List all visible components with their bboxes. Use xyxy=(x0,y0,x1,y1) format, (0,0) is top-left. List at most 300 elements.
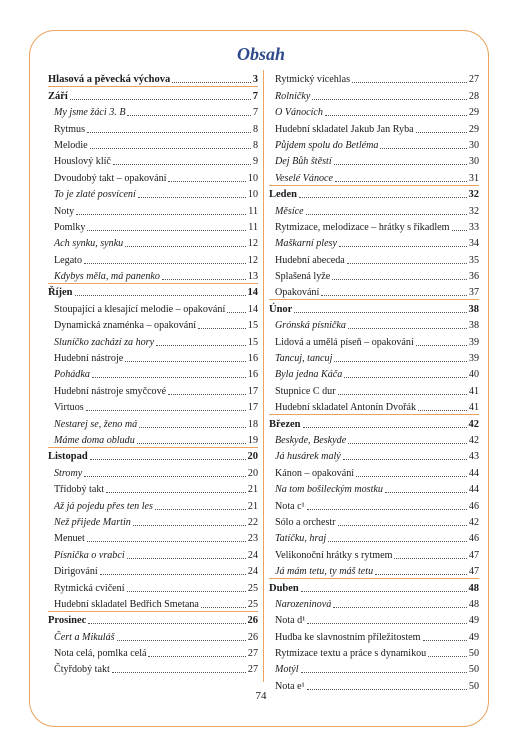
dot-leader xyxy=(348,328,467,329)
toc-entry-label: Grónská písnička xyxy=(275,320,346,332)
toc-entry-label: Třídobý takt xyxy=(54,484,105,496)
dot-leader xyxy=(201,607,246,608)
dot-leader xyxy=(347,263,467,264)
dot-leader xyxy=(148,656,245,657)
toc-entry xyxy=(269,168,479,184)
dot-leader xyxy=(92,377,246,378)
toc-entry xyxy=(48,513,258,529)
toc-entry-label: Dej Bůh štěstí xyxy=(275,156,332,168)
toc-entry-page: 30 xyxy=(468,139,479,151)
toc-entry xyxy=(269,431,479,447)
toc-entry-page: 8 xyxy=(252,139,258,151)
toc-entry xyxy=(269,332,479,348)
toc-entry-page: 39 xyxy=(468,353,479,365)
toc-entry xyxy=(48,349,258,365)
toc-entry xyxy=(48,234,258,250)
toc-entry-label: Listopad xyxy=(48,451,88,463)
toc-entry-label: Rytmus xyxy=(54,123,86,135)
toc-entry-label: Tatíčku, hraj xyxy=(275,533,327,545)
toc-entry-label: Legato xyxy=(54,254,83,266)
toc-entry-page: 20 xyxy=(247,451,258,463)
toc-entry-page: 16 xyxy=(247,369,258,381)
dot-leader xyxy=(125,246,246,247)
toc-entry xyxy=(269,250,479,266)
toc-entry-page: 9 xyxy=(252,156,258,168)
dot-leader xyxy=(380,148,466,149)
toc-entry xyxy=(269,365,479,381)
toc-entry xyxy=(269,152,479,168)
toc-entry-label: Hlasová a pěvecká výchova xyxy=(48,74,171,86)
toc-entry xyxy=(48,136,258,152)
toc-entry-label: Čert a Mikuláš xyxy=(54,631,115,643)
toc-entry xyxy=(48,545,258,561)
toc-entry-page: 38 xyxy=(468,320,479,332)
dot-leader xyxy=(312,99,467,100)
toc-entry-label: Než přijede Martin xyxy=(54,516,131,528)
dot-leader xyxy=(87,230,246,231)
dot-leader xyxy=(100,574,246,575)
toc-entry xyxy=(48,201,258,217)
toc-entry-page: 32 xyxy=(468,205,479,217)
toc-entry-page: 18 xyxy=(247,418,258,430)
toc-entry-label: Duben xyxy=(269,582,299,594)
toc-entry-label: Hudební nástroje xyxy=(54,353,124,365)
dot-leader xyxy=(416,345,467,346)
dot-leader xyxy=(321,295,467,296)
toc-entry-label: Měsíce xyxy=(275,205,304,217)
toc-entry xyxy=(269,267,479,283)
toc-entry-page: 24 xyxy=(247,549,258,561)
toc-entry-page: 42 xyxy=(468,434,479,446)
toc-section-heading xyxy=(269,185,479,201)
toc-entry xyxy=(269,283,479,299)
toc-entry xyxy=(48,365,258,381)
toc-entry-page: 13 xyxy=(247,271,258,283)
toc-section-heading xyxy=(48,86,258,102)
dot-leader xyxy=(418,410,467,411)
toc-entry-label: Hudební skladatel Jakub Jan Ryba xyxy=(275,123,414,135)
dot-leader xyxy=(137,443,246,444)
dot-leader xyxy=(90,459,246,460)
toc-entry-page: 27 xyxy=(468,74,479,86)
dot-leader xyxy=(84,263,246,264)
toc-entry-page: 46 xyxy=(468,533,479,545)
page-title: Obsah xyxy=(236,44,285,64)
toc-entry-page: 27 xyxy=(247,664,258,676)
toc-entry-page: 27 xyxy=(247,648,258,660)
dot-leader xyxy=(133,525,246,526)
dot-leader xyxy=(86,410,246,411)
toc-entry-page: 48 xyxy=(468,582,479,594)
dot-leader xyxy=(301,672,467,673)
toc-entry-page: 17 xyxy=(247,402,258,414)
dot-leader xyxy=(75,295,246,296)
toc-entry-label: Stromy xyxy=(54,467,83,479)
toc-entry-label: Beskyde, Beskyde xyxy=(275,434,347,446)
toc-entry-page: 50 xyxy=(468,664,479,676)
dot-leader xyxy=(162,279,246,280)
toc-entry-page: 44 xyxy=(468,484,479,496)
toc-entry-label: Písnička o vrabci xyxy=(54,549,125,561)
toc-entry-page: 7 xyxy=(252,107,258,119)
toc-entry-label: Ach synku, synku xyxy=(54,238,124,250)
toc-entry-label: Dynamická znaménka – opakování xyxy=(54,320,197,332)
toc-entry xyxy=(269,627,479,643)
toc-entry-page: 14 xyxy=(247,303,258,315)
toc-entry xyxy=(269,103,479,119)
toc-entry-page: 7 xyxy=(252,90,258,102)
toc-entry-label: Čtyřdobý takt xyxy=(54,664,110,676)
toc-section-heading xyxy=(48,283,258,299)
toc-entry-page: 29 xyxy=(468,123,479,135)
column-divider xyxy=(263,70,264,682)
toc-entry-page: 3 xyxy=(252,74,258,86)
toc-entry-label: Říjen xyxy=(48,287,73,299)
toc-entry-page: 17 xyxy=(247,385,258,397)
toc-entry xyxy=(48,595,258,611)
dot-leader xyxy=(88,623,245,624)
toc-entry-label: Stoupající a klesající melodie – opakování xyxy=(54,303,226,315)
toc-entry-label: Maškarní plesy xyxy=(275,238,337,250)
dot-leader xyxy=(125,361,246,362)
toc-entry-page: 14 xyxy=(247,287,258,299)
toc-entry-page: 25 xyxy=(247,598,258,610)
toc-entry xyxy=(48,529,258,545)
toc-left-column xyxy=(48,70,258,676)
toc-entry-label: Nestarej se, ženo má xyxy=(54,418,138,430)
dot-leader xyxy=(339,246,467,247)
dot-leader xyxy=(112,672,246,673)
toc-section-heading xyxy=(48,447,258,463)
toc-entry-label: Stupnice C dur xyxy=(275,385,336,397)
toc-section-heading xyxy=(269,299,479,315)
toc-entry xyxy=(48,644,258,660)
toc-entry-label: My jsme žáci 3. B xyxy=(54,107,126,119)
toc-entry-page: 36 xyxy=(468,271,479,283)
dot-leader xyxy=(294,312,466,313)
toc-entry-label: Pomlky xyxy=(54,221,86,233)
toc-entry xyxy=(48,152,258,168)
toc-entry-label: Já mám tetu, ty máš tetu xyxy=(275,566,374,578)
toc-entry-label: Nota d¹ xyxy=(275,615,306,627)
dot-leader xyxy=(168,394,246,395)
dot-leader xyxy=(334,361,467,362)
toc-entry xyxy=(269,398,479,414)
toc-entry-page: 10 xyxy=(247,189,258,201)
toc-entry xyxy=(269,201,479,217)
dot-leader xyxy=(87,541,246,542)
toc-entry-label: Lidová a umělá píseň – opakování xyxy=(275,336,414,348)
toc-entry-page: 11 xyxy=(248,205,258,217)
toc-entry xyxy=(48,627,258,643)
toc-entry xyxy=(269,136,479,152)
toc-entry-page: 49 xyxy=(468,631,479,643)
toc-entry-page: 42 xyxy=(468,516,479,528)
dot-leader xyxy=(307,623,467,624)
toc-entry-label: Pohádka xyxy=(54,369,90,381)
toc-entry-page: 50 xyxy=(468,680,479,692)
toc-entry-page: 16 xyxy=(247,353,258,365)
toc-entry-page: 42 xyxy=(468,418,479,430)
toc-entry xyxy=(269,316,479,332)
dot-leader xyxy=(155,509,246,510)
toc-entry-page: 21 xyxy=(247,484,258,496)
dot-leader xyxy=(344,377,467,378)
dot-leader xyxy=(87,132,251,133)
toc-entry-page: 15 xyxy=(247,320,258,332)
toc-entry-label: Já husárek malý xyxy=(275,451,341,463)
toc-entry-page: 20 xyxy=(247,467,258,479)
toc-entry-label: Rytmická cvičení xyxy=(54,582,125,594)
toc-entry-label: Velikonoční hrátky s rytmem xyxy=(275,549,393,561)
page-number: 74 xyxy=(255,690,267,702)
toc-entry-label: To je zlaté posvícení xyxy=(54,189,136,201)
toc-entry-page: 12 xyxy=(247,254,258,266)
toc-entry-page: 31 xyxy=(468,172,479,184)
toc-entry-label: Nota e¹ xyxy=(275,680,305,692)
toc-entry-label: Sluníčko zachází za hory xyxy=(54,336,155,348)
dot-leader xyxy=(348,443,467,444)
toc-entry xyxy=(269,496,479,512)
toc-entry xyxy=(269,463,479,479)
toc-entry xyxy=(269,447,479,463)
toc-entry xyxy=(48,299,258,315)
toc-entry-label: Rytmizace, melodizace – hrátky s říkadlem xyxy=(275,221,450,233)
dot-leader xyxy=(328,541,467,542)
toc-entry-label: Únor xyxy=(269,303,293,315)
toc-entry-page: 26 xyxy=(247,631,258,643)
dot-leader xyxy=(307,509,467,510)
toc-entry xyxy=(48,250,258,266)
toc-entry-page: 15 xyxy=(247,336,258,348)
toc-entry xyxy=(269,595,479,611)
toc-entry-page: 12 xyxy=(247,238,258,250)
toc-section-heading xyxy=(48,70,258,86)
dot-leader xyxy=(117,640,246,641)
dot-leader xyxy=(333,607,467,608)
dot-leader xyxy=(338,394,467,395)
toc-entry-page: 40 xyxy=(468,369,479,381)
dot-leader xyxy=(84,476,246,477)
toc-entry-label: Prosinec xyxy=(48,615,87,627)
dot-leader xyxy=(352,82,467,83)
toc-entry-label: Dvoudobý takt – opakování xyxy=(54,172,167,184)
dot-leader xyxy=(139,427,246,428)
toc-entry-label: Motýl xyxy=(275,664,299,676)
toc-entry-page: 50 xyxy=(468,648,479,660)
dot-leader xyxy=(385,492,467,493)
dot-leader xyxy=(138,197,246,198)
dot-leader xyxy=(90,148,251,149)
toc-entry xyxy=(48,103,258,119)
dot-leader xyxy=(301,591,467,592)
toc-entry xyxy=(269,86,479,102)
toc-entry-label: Dirigování xyxy=(54,566,98,578)
toc-entry xyxy=(269,349,479,365)
dot-leader xyxy=(113,164,251,165)
toc-entry xyxy=(48,218,258,234)
toc-entry xyxy=(269,218,479,234)
toc-entry-page: 35 xyxy=(468,254,479,266)
dot-leader xyxy=(70,99,251,100)
toc-section-heading xyxy=(269,414,479,430)
toc-entry-label: Září xyxy=(48,90,68,102)
toc-entry-label: Melodie xyxy=(54,139,88,151)
dot-leader xyxy=(356,476,467,477)
dot-leader xyxy=(335,181,467,182)
toc-entry xyxy=(269,562,479,578)
toc-entry-label: Hudební skladatel Bedřich Smetana xyxy=(54,598,199,610)
toc-entry xyxy=(48,463,258,479)
dot-leader xyxy=(334,164,467,165)
toc-entry-page: 43 xyxy=(468,451,479,463)
toc-entry-page: 29 xyxy=(468,107,479,119)
dot-leader xyxy=(172,82,251,83)
toc-entry-label: Menuet xyxy=(54,533,85,545)
toc-entry-label: Houslový klíč xyxy=(54,156,111,168)
toc-entry-page: 33 xyxy=(468,221,479,233)
toc-entry-page: 47 xyxy=(468,549,479,561)
toc-entry-label: Hudba ke slavnostním příležitostem xyxy=(275,631,421,643)
toc-entry-page: 49 xyxy=(468,615,479,627)
toc-entry xyxy=(48,316,258,332)
dot-leader xyxy=(198,328,246,329)
toc-entry xyxy=(269,660,479,676)
dot-leader xyxy=(423,640,467,641)
dot-leader xyxy=(299,197,466,198)
toc-entry xyxy=(48,267,258,283)
toc-right-column xyxy=(269,70,479,693)
dot-leader xyxy=(325,115,467,116)
toc-entry-page: 10 xyxy=(247,172,258,184)
dot-leader xyxy=(394,558,466,559)
toc-entry-label: Nota c¹ xyxy=(275,500,305,512)
toc-entry-label: Březen xyxy=(269,418,301,430)
toc-entry xyxy=(269,70,479,86)
toc-entry-label: Až já pojedu přes ten les xyxy=(54,500,153,512)
toc-entry-label: Hudební skladatel Antonín Dvořák xyxy=(275,402,417,414)
toc-entry xyxy=(48,168,258,184)
toc-entry-label: Noty xyxy=(54,205,75,217)
toc-entry-label: Opakování xyxy=(275,287,320,299)
dot-leader xyxy=(416,132,467,133)
toc-entry xyxy=(269,480,479,496)
toc-entry-page: 25 xyxy=(247,582,258,594)
toc-entry-page: 48 xyxy=(468,598,479,610)
toc-entry-label: Byla jedna Káča xyxy=(275,369,343,381)
dot-leader xyxy=(375,574,467,575)
toc-entry-page: 34 xyxy=(468,238,479,250)
toc-entry-page: 32 xyxy=(468,189,479,201)
dot-leader xyxy=(338,525,467,526)
toc-entry xyxy=(48,431,258,447)
dot-leader xyxy=(343,459,467,460)
dot-leader xyxy=(452,230,467,231)
toc-entry-label: Virtuos xyxy=(54,402,84,414)
toc-entry xyxy=(48,660,258,676)
dot-leader xyxy=(428,656,467,657)
toc-entry xyxy=(269,234,479,250)
toc-entry xyxy=(48,578,258,594)
toc-entry-label: Hudební abeceda xyxy=(275,254,345,266)
dot-leader xyxy=(156,345,246,346)
toc-entry xyxy=(269,529,479,545)
toc-entry xyxy=(48,185,258,201)
toc-entry-page: 19 xyxy=(247,434,258,446)
toc-entry-label: Splašená lyže xyxy=(275,271,331,283)
toc-entry-page: 30 xyxy=(468,156,479,168)
toc-entry-page: 8 xyxy=(252,123,258,135)
toc-entry-page: 23 xyxy=(247,533,258,545)
toc-entry-page: 24 xyxy=(247,566,258,578)
toc-entry-page: 22 xyxy=(247,516,258,528)
toc-entry-label: Veselé Vánoce xyxy=(275,172,334,184)
dot-leader xyxy=(227,312,246,313)
toc-entry-label: Hudební nástroje smyčcové xyxy=(54,385,167,397)
toc-entry xyxy=(269,644,479,660)
toc-entry-label: O Vánocích xyxy=(275,107,323,119)
toc-entry xyxy=(48,398,258,414)
toc-entry-page: 38 xyxy=(468,303,479,315)
toc-entry-label: Na tom bošileckým mostku xyxy=(275,484,383,496)
dot-leader xyxy=(306,214,467,215)
toc-entry-page: 41 xyxy=(468,402,479,414)
toc-entry-label: Máme doma obludu xyxy=(54,434,135,446)
toc-entry-label: Půjdem spolu do Betléma xyxy=(275,139,379,151)
toc-entry xyxy=(48,496,258,512)
dot-leader xyxy=(127,115,250,116)
dot-leader xyxy=(76,214,246,215)
toc-entry xyxy=(269,119,479,135)
dot-leader xyxy=(127,558,246,559)
toc-entry-page: 26 xyxy=(247,615,258,627)
toc-entry xyxy=(48,480,258,496)
toc-entry-page: 39 xyxy=(468,336,479,348)
toc-entry-label: Kánon – opakování xyxy=(275,467,355,479)
toc-entry xyxy=(48,414,258,430)
toc-entry-page: 41 xyxy=(468,385,479,397)
toc-entry xyxy=(269,611,479,627)
toc-entry-page: 37 xyxy=(468,287,479,299)
toc-entry-label: Rytmický vícehlas xyxy=(275,74,351,86)
toc-entry-label: Narozeninová xyxy=(275,598,332,610)
toc-entry xyxy=(48,332,258,348)
toc-entry xyxy=(48,381,258,397)
toc-entry xyxy=(269,513,479,529)
toc-entry-label: Tancuj, tancuj xyxy=(275,353,333,365)
toc-entry-label: Sólo a orchestr xyxy=(275,516,336,528)
toc-section-heading xyxy=(48,611,258,627)
toc-entry-page: 47 xyxy=(468,566,479,578)
toc-entry-page: 21 xyxy=(247,500,258,512)
dot-leader xyxy=(127,591,246,592)
toc-entry xyxy=(48,119,258,135)
toc-entry-label: Rolničky xyxy=(275,90,311,102)
toc-entry-label: Leden xyxy=(269,189,298,201)
toc-entry-label: Nota celá, pomlka celá xyxy=(54,648,147,660)
toc-entry xyxy=(269,545,479,561)
toc-entry-page: 11 xyxy=(248,221,258,233)
toc-entry xyxy=(48,562,258,578)
dot-leader xyxy=(332,279,467,280)
dot-leader xyxy=(303,427,467,428)
dot-leader xyxy=(168,181,245,182)
dot-leader xyxy=(106,492,246,493)
toc-entry-page: 44 xyxy=(468,467,479,479)
toc-entry-label: Kdybys měla, má panenko xyxy=(54,271,160,283)
toc-entry xyxy=(269,381,479,397)
toc-entry-page: 46 xyxy=(468,500,479,512)
